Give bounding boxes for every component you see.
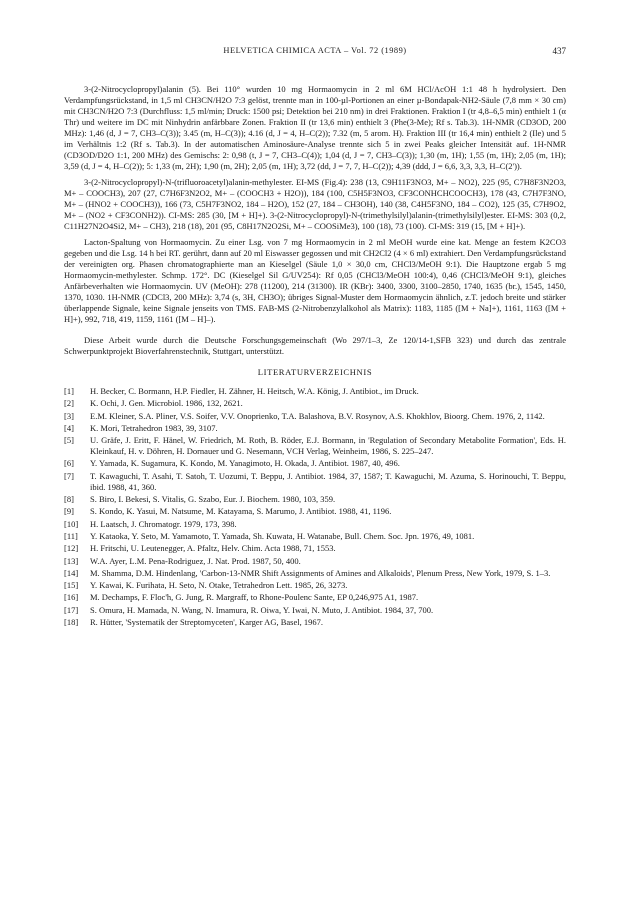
reference-text: K. Ochi, J. Gen. Microbiol. 1986, 132, 2621.: [90, 398, 243, 409]
reference-text: M. Shamma, D.M. Hindenlang, 'Carbon-13-NMR Shift Assignments of Amines and Alkaloids', Plenum Press, New York, 1979, S. 1–3.: [90, 567, 551, 578]
paragraph-lactone-cleavage: Lacton-Spaltung von Hormaomycin. Zu einer Lsg. von 7 mg Hormaomycin in 2 ml MeOH wurde eine kat. Menge an festem K2CO3 gegeben und die Lsg. 14 h bei RT. gerührt, dann auf 20 ml Eiswasser gegossen und mit CH2Cl2 (4 × 6 ml) extrahiert. Den Verdampfungsrückstand der vereinigten org. Phasen chromatographierte man an Kieselgel (Säule 1,0 × 30,0 cm, CHCl3/MeOH 9:1). Die Hauptzone ergab 5 mg Hormaomycin-methylester. Schmp. 172°. DC (Kieselgel Sil G/UV254): Rf 0,05 (CHCl3/MeOH 100:4), 0,46 (CHCl3/MeOH 9:1), gleiches Anfärbeverhalten wie Hormaomycin. UV (MeOH): 278 (11200), 214 (31300). IR (KBr): 3400, 3300, 3100–2850, 1740, 1635 (br.), 1545, 1450, 1370, 1030. 1H-NMR (CDCl3, 200 MHz): 3,74 (s, 3H, CH3O); übriges Signal-Muster dem Hormaomycin ähnlich, z.T. jedoch breite und stärker überlappende Signale, keine Signale jenseits von TMS. FAB-MS (2-Nitrobenzylalkohol als Matrix): 1183, 1185 ([M + Na]+), 1161, 1163 ([M + H]+), 992, 718, 419, 1159, 1161 ([M – H]–).: [64, 237, 566, 324]
page-number: 437: [552, 46, 566, 56]
reference-number: [2]: [64, 398, 74, 409]
reference-item: [64, 506, 566, 517]
reference-item: [64, 386, 566, 397]
paragraph-acknowledgement: Diese Arbeit wurde durch die Deutsche Forschungsgemeinschaft (Wo 297/1–3, Ze 120/14-1,SFB 323) und durch das zentrale Schwerpunktprojekt Bioverfahrenstechnik, Stuttgart, unterstützt.: [64, 335, 566, 356]
reference-number: [7]: [64, 470, 74, 481]
reference-item: [64, 605, 566, 616]
reference-item: [64, 435, 566, 457]
reference-item: [64, 568, 566, 579]
reference-list: [64, 386, 566, 628]
paragraph-trifluoroacetyl-ester: 3-(2-Nitrocyclopropyl)-N-(trifluoroacetyl)alanin-methylester. EI-MS (Fig.4): 238 (13, C9H11F3NO3, M+ – NO2), 225 (95, C7H8F3N2O3, M+ – COOCH3), 207 (27, C7H6F3N2O2, M+ – (COOCH3 + H2O)), 184 (100, C5H5F3NO3, CF3CONHCHCOOCH3), 178 (43, C7H7F3NO, M+ – (HNO2 + COOCH3)), 166 (73, C5H7F3NO2, 184 – H2O), 152 (27, 184 – CH3OH), 140 (38, C4H5F3NO, 184 – CO2), 125 (35, C7H9O2, M+ – (NO2 + CF3CONH2)). CI-MS: 285 (30, [M + H]+). 3-(2-Nitrocyclopropyl)-N-(trimethylsilyl)alanin-(trimethylsilyl)ester. EI-MS: 303 (0,2, C11H27N2O4Si2, M+ – CH3), 218 (18), 201 (95, C8H17N2O2Si, M+ – COOSiMe3), 100 (18), 73 (100). CI-MS: 319 (15, [M + H]+).: [64, 177, 566, 231]
reference-item: [64, 543, 566, 554]
reference-number: [3]: [64, 410, 74, 421]
reference-text: U. Gräfe, J. Eritt, F. Hänel, W. Friedrich, M. Roth, B. Röder, E.J. Bormann, in 'Regulation of Secondary Metabolite Formation', Eds. H. Kleinkauf, H. v. Döhren, H. Dornauer und G. Nesemann, VCH Verlag, Weinheim, 1986, S. 225–247.: [90, 435, 566, 457]
reference-text: Y. Kataoka, Y. Seto, M. Yamamoto, T. Yamada, Sh. Kuwata, H. Watanabe, Bull. Chem. Soc. Jpn. 1976, 49, 1081.: [90, 530, 475, 541]
running-header: [64, 46, 566, 60]
reference-text: E.M. Kleiner, S.A. Pliner, V.S. Soifer, V.V. Onoprienko, T.A. Balashova, B.V. Rosynov, A.S. Khokhlov, Bioorg. Chem. 1976, 2, 1142.: [90, 410, 545, 421]
reference-number: [15]: [64, 580, 79, 591]
body-text: [64, 84, 566, 357]
reference-item: [64, 471, 566, 493]
reference-item: [64, 398, 566, 409]
reference-number: [6]: [64, 458, 74, 469]
reference-item: [64, 580, 566, 591]
reference-item: [64, 592, 566, 603]
reference-number: [12]: [64, 543, 79, 554]
paragraph-nitrocyclopropylalanine: 3-(2-Nitrocyclopropyl)alanin (5). Bei 110° wurden 10 mg Hormaomycin in 2 ml 6M HCl/AcOH 1:1 48 h hydrolysiert. Den Verdampfungsrückstand, in 1,5 ml CH3CN/H2O 7:3 gelöst, trennte man in 100-µl-Portionen an einer µ-Bondapak-NH2-Säule (7,8 mm × 30 cm) mit CH3CN/H2O 7:3 (Durchfluss: 1,5 ml/min; Druck: 1500 psi; Detektion bei 210 nm) in drei Fraktionen. Fraktion I (tr 4,8–6,5 min) enthielt 1 (α Thr) und weitere im DC mit Ninhydrin anfärbbare Zonen. Fraktion II (tr 13,6 min) enthielt 3 (Phe(3-Me); Rf s. Tab.3). 1H-NMR (CD3OD, 200 MHz): 1,46 (d, J = 7, CH3–C(3)); 3.45 (m, H–C(3)); 4.16 (d, J = 4, H–C(2)); 7.32 (m, 5 arom. H). Fraktion III (tr 16,4 min) enthielt 2 (Ile) und 5 im Verhältnis 1:2 (Rf s. Tab.3). In der automatischen Aminosäure-Analyse trennte sich 5 in zwei Peaks gleicher Intensität auf. 1H-NMR (CD3OD/D2O 1:1, 200 MHz) des Gemischs: 2: 0,98 (t, J = 7, CH3–C(4)); 1,04 (d, J = 7, CH3–C(3)); 1,30 (m, 1H); 1,55 (m, 1H); 2,05 (m, 1H); 3,59 (d, J = 4, H–C(2)); 5: 1,33 (m, 2H); 1,90 (m, 2H); 2,05 (m, 1H); 3,72 (dd, J = 7, 7, H–C(2)); 4,39 (ddd, J = 6,6, 3,3, 3,3, H–C(2')).: [64, 84, 566, 171]
reference-text: W.A. Ayer, L.M. Pena-Rodriguez, J. Nat. Prod. 1987, 50, 400.: [90, 555, 301, 566]
reference-text: Y. Yamada, K. Sugamura, K. Kondo, M. Yanagimoto, H. Okada, J. Antibiot. 1987, 40, 496.: [90, 458, 400, 469]
reference-text: Y. Kawai, K. Furihata, H. Seto, N. Otake, Tetrahedron Lett. 1985, 26, 3273.: [90, 580, 348, 591]
reference-item: [64, 531, 566, 542]
reference-item: [64, 617, 566, 628]
reference-number: [1]: [64, 386, 74, 396]
reference-text: R. Hütter, 'Systematik der Streptomyceten', Karger AG, Basel, 1967.: [90, 617, 323, 628]
reference-text: T. Kawaguchi, T. Asahi, T. Satoh, T. Uozumi, T. Beppu, J. Antibiot. 1984, 37, 1587; T. Kawaguchi, M. Azuma, S. Horinouchi, T. Beppu, ibid. 1988, 41, 360.: [90, 470, 566, 492]
reference-number: [16]: [64, 592, 79, 603]
reference-number: [17]: [64, 604, 79, 615]
reference-text: K. Mori, Tetrahedron 1983, 39, 3107.: [90, 422, 218, 433]
reference-number: [4]: [64, 422, 74, 433]
reference-item: [64, 494, 566, 505]
reference-number: [10]: [64, 518, 79, 529]
references-heading: LITERATURVERZEICHNIS: [257, 367, 373, 377]
reference-item: [64, 423, 566, 434]
reference-item: [64, 458, 566, 469]
reference-text: M. Dechamps, F. Floc'h, G. Jung, R. Margraff, to Rhone-Poulenc Sante, EP 0,246,975 A1, 1987.: [90, 592, 419, 603]
reference-item: [64, 556, 566, 567]
reference-text: S. Biro, I. Bekesi, S. Vitalis, G. Szabo, Eur. J. Biochem. 1980, 103, 359.: [90, 494, 336, 505]
reference-number: [14]: [64, 567, 79, 578]
reference-number: [5]: [64, 435, 74, 446]
reference-text: S. Omura, H. Mamada, N. Wang, N. Imamura, R. Oiwa, Y. Iwai, N. Muto, J. Antibiot. 1984, 37, 700.: [90, 604, 434, 615]
reference-item: [64, 519, 566, 530]
reference-text: S. Kondo, K. Yasui, M. Natsume, M. Katayama, S. Marumo, J. Antibiot. 1988, 41, 1196.: [90, 506, 392, 517]
reference-text: H. Laatsch, J. Chromatogr. 1979, 173, 398.: [90, 518, 237, 529]
reference-text: H. Becker, C. Bormann, H.P. Fiedler, H. Zähner, H. Heitsch, W.A. König, J. Antibiot., im Druck.: [90, 386, 419, 396]
reference-number: [11]: [64, 530, 78, 541]
running-title: HELVETICA CHIMICA ACTA – Vol. 72 (1989): [223, 46, 407, 55]
reference-number: [18]: [64, 617, 79, 628]
reference-number: [8]: [64, 494, 74, 505]
reference-number: [9]: [64, 506, 74, 517]
reference-number: [13]: [64, 555, 79, 566]
reference-text: H. Fritschi, U. Leutenegger, A. Pfaltz, Helv. Chim. Acta 1988, 71, 1553.: [90, 543, 336, 554]
reference-item: [64, 411, 566, 422]
